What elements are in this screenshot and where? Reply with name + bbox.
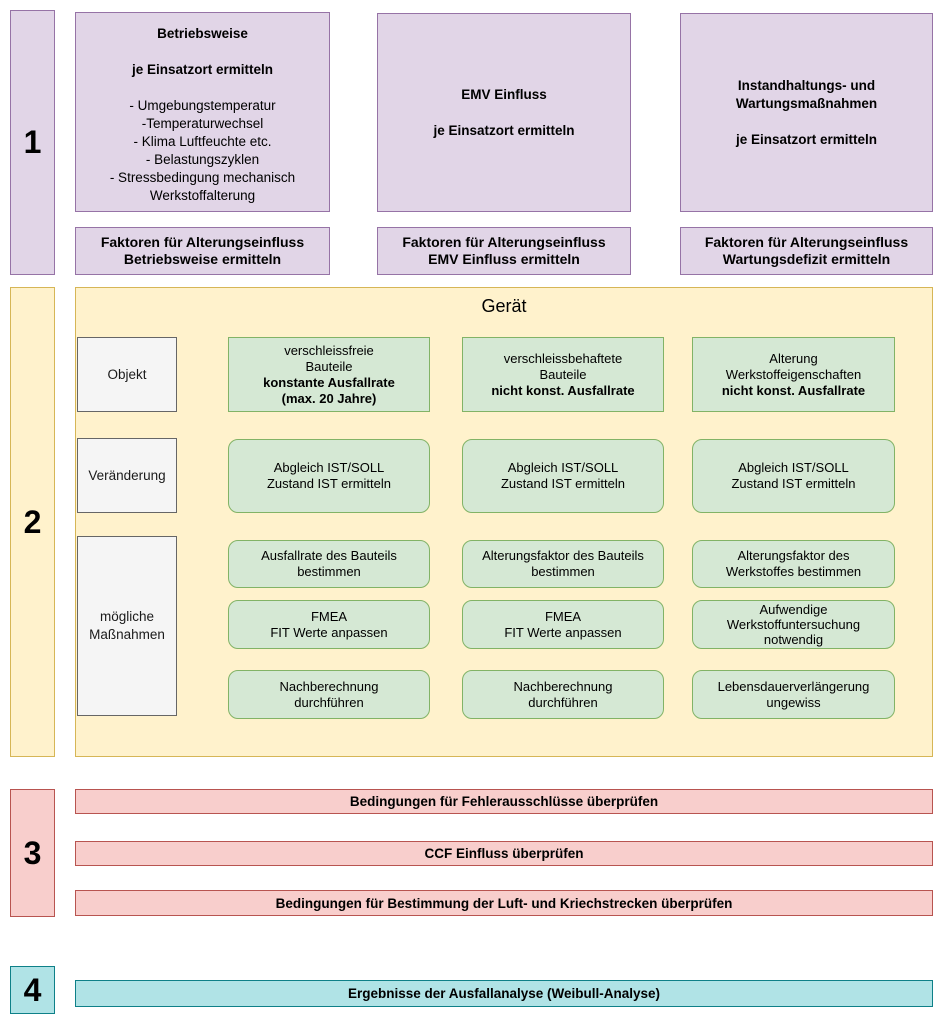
row-label-objekt: Objekt: [77, 337, 177, 412]
bar-ccf-einfluss: CCF Einfluss überprüfen: [75, 841, 933, 866]
geraet-title: Gerät: [481, 296, 527, 316]
cell-abgleich-3: Abgleich IST/SOLL Zustand IST ermitteln: [692, 439, 895, 513]
row-label-moegliche-massnahmen: mögliche Maßnahmen: [77, 536, 177, 716]
cell-lebensdauerverlaengerung: Lebensdauerverlängerung ungewiss: [692, 670, 895, 719]
bar-luft-kriechstrecken: Bedingungen für Bestimmung der Luft- und Kriechstrecken überprüfen: [75, 890, 933, 916]
cell-ausfallrate-bestimmen: Ausfallrate des Bauteils bestimmen: [228, 540, 430, 588]
faktoren-wartungsdefizit-box: Faktoren für Alterungseinfluss Wartungsdefizit ermitteln: [680, 227, 933, 275]
step-4-number: 4: [10, 966, 55, 1014]
cell-fmea-2: FMEA FIT Werte anpassen: [462, 600, 664, 649]
emv-einfluss-box: EMV Einfluss je Einsatzort ermitteln: [377, 13, 631, 212]
cell-fmea-1: FMEA FIT Werte anpassen: [228, 600, 430, 649]
step-3-number: 3: [10, 789, 55, 917]
step-1-number: 1: [10, 10, 55, 275]
cell-objekt-alterung: Alterung Werkstoffeigenschaften nicht konst. Ausfallrate: [692, 337, 895, 412]
bar-fehlerausschluesse: Bedingungen für Fehlerausschlüsse überprüfen: [75, 789, 933, 814]
cell-nachberechnung-2: Nachberechnung durchführen: [462, 670, 664, 719]
betriebsweise-box: Betriebsweise je Einsatzort ermitteln - Umgebungstemperatur -Temperaturwechsel - Klima Luftfeuchte etc. - Belastungszyklen - Stressbedingung mechanisch Werkstoffalterung: [75, 12, 330, 212]
bar-ergebnisse-ausfallanalyse: Ergebnisse der Ausfallanalyse (Weibull-Analyse): [75, 980, 933, 1007]
instandhaltung-box: Instandhaltungs- und Wartungsmaßnahmen je Einsatzort ermitteln: [680, 13, 933, 212]
cell-abgleich-1: Abgleich IST/SOLL Zustand IST ermitteln: [228, 439, 430, 513]
cell-alterungsfaktor-werkstoff: Alterungsfaktor des Werkstoffes bestimmen: [692, 540, 895, 588]
faktoren-emv-box: Faktoren für Alterungseinfluss EMV Einfluss ermitteln: [377, 227, 631, 275]
cell-alterungsfaktor-bauteil: Alterungsfaktor des Bauteils bestimmen: [462, 540, 664, 588]
cell-nachberechnung-1: Nachberechnung durchführen: [228, 670, 430, 719]
row-label-veraenderung: Veränderung: [77, 438, 177, 513]
cell-werkstoffuntersuchung: Aufwendige Werkstoffuntersuchung notwendig: [692, 600, 895, 649]
cell-abgleich-2: Abgleich IST/SOLL Zustand IST ermitteln: [462, 439, 664, 513]
step-2-number: 2: [10, 287, 55, 757]
cell-objekt-verschleissbehaftet: verschleissbehaftete Bauteile nicht konst. Ausfallrate: [462, 337, 664, 412]
faktoren-betriebsweise-box: Faktoren für Alterungseinfluss Betriebsweise ermitteln: [75, 227, 330, 275]
cell-objekt-verschleissfrei: verschleissfreie Bauteile konstante Ausfallrate (max. 20 Jahre): [228, 337, 430, 412]
